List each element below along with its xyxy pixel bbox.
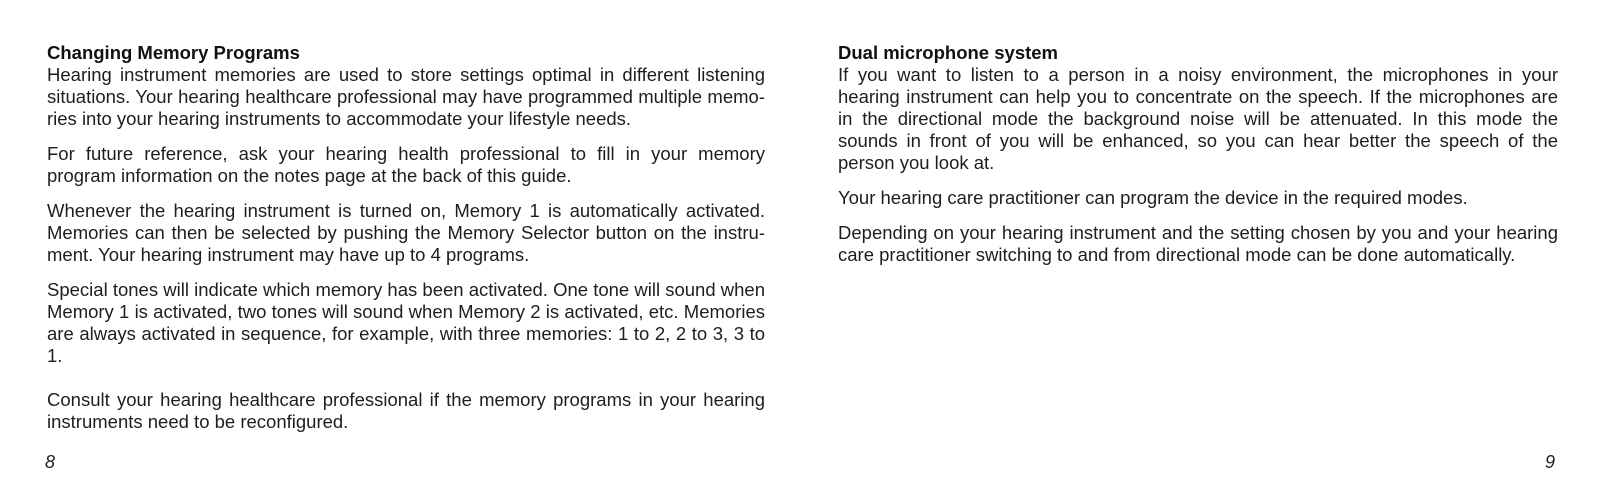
- paragraph: Consult your hearing healthcare professional if the memory programs in your hearing instruments need to be reconfigured.: [47, 389, 765, 432]
- page-number-left: 8: [45, 452, 56, 472]
- paragraph: If you want to listen to a person in a noisy environment, the microphones in your hearing instrument can help you to concentrate on the speech. If the microphones are in the directional mode the background noise will be attenuated. In this mode the sounds in front of you will be enhanced, so you can hear better the speech of the person you look at.: [838, 64, 1558, 173]
- section-heading-dual-microphone-system: Dual microphone system: [838, 42, 1059, 63]
- paragraph: Whenever the hearing instrument is turned on, Memory 1 is automatically activated. Memories can then be selected by pushing the Memory Selector button on the instrument. Your hearing instrument may have up to 4 programs.: [47, 200, 765, 265]
- paragraph: Special tones will indicate which memory has been activated. One tone will sound when Memory 1 is activated, two tones will sound when Memory 2 is activated, etc. Memories are always activated in sequence, for example, with three memories: 1 to 2, 2 to 3, 3 to 1.: [47, 279, 765, 366]
- paragraph: Hearing instrument memories are used to store settings optimal in different listening situations. Your hearing healthcare professional may have programmed multiple memories into your hearing instruments to accommodate your lifestyle needs.: [47, 64, 765, 129]
- paragraph: Depending on your hearing instrument and the setting chosen by you and your hearing care practitioner switching to and from directional mode can be done automatically.: [838, 222, 1558, 265]
- section-heading-changing-memory-programs: Changing Memory Programs: [47, 42, 300, 63]
- paragraph: For future reference, ask your hearing health professional to fill in your memory program information on the notes page at the back of this guide.: [47, 143, 765, 186]
- page-number-right: 9: [1544, 452, 1555, 472]
- right-page: [800, 0, 1600, 504]
- right-page-text-column: [838, 42, 1558, 279]
- paragraph: Your hearing care practitioner can program the device in the required modes.: [838, 187, 1468, 208]
- left-page-text-column: [47, 42, 765, 446]
